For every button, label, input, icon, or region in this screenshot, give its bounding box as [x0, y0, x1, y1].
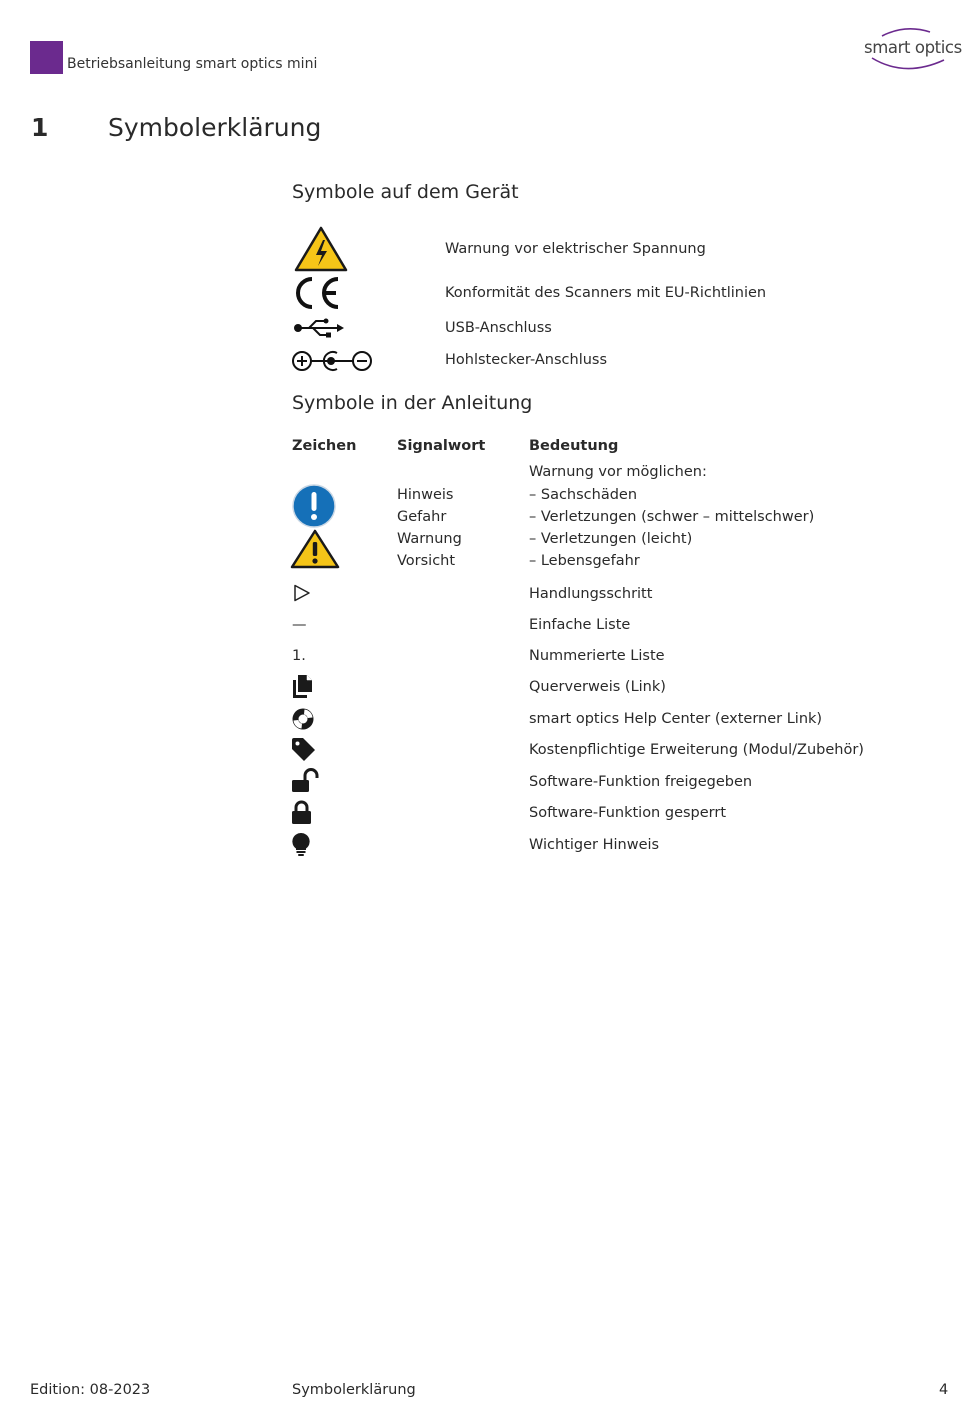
- play-triangle-icon: [293, 584, 311, 606]
- warning-intro: Warnung vor möglichen:: [529, 464, 707, 480]
- meaning-text: Software-Funktion gesperrt: [529, 805, 727, 821]
- usb-icon: [293, 318, 345, 342]
- mandatory-notice-icon: [292, 484, 338, 532]
- signal-word: Vorsicht: [397, 553, 456, 569]
- document-title: Betriebsanleitung smart optics mini: [67, 56, 318, 72]
- section-title-manual-symbols: Symbole in der Anleitung: [292, 392, 533, 414]
- unlock-icon: [292, 769, 320, 797]
- meaning-text: smart optics Help Center (externer Link): [529, 711, 823, 727]
- chapter-number: 1: [31, 113, 49, 142]
- column-header-meaning: Bedeutung: [529, 438, 619, 454]
- warning-meaning: – Verletzungen (schwer – mittelschwer): [529, 509, 815, 525]
- section-title-device-symbols: Symbole auf dem Gerät: [292, 181, 519, 203]
- dc-polarity-icon: [291, 350, 373, 376]
- column-header-signal-word: Signalwort: [397, 438, 486, 454]
- signal-word: Hinweis: [397, 487, 454, 503]
- device-symbol-label: Hohlstecker-Anschluss: [445, 352, 608, 368]
- meaning-text: Querverweis (Link): [529, 679, 666, 695]
- dash-icon: —: [292, 617, 307, 633]
- device-symbol-label: USB-Anschluss: [445, 320, 552, 336]
- signal-word: Gefahr: [397, 509, 447, 525]
- meaning-text: Nummerierte Liste: [529, 648, 665, 664]
- meaning-text: Kostenpflichtige Erweiterung (Modul/Zubehör): [529, 742, 864, 758]
- lifebuoy-icon: [292, 708, 314, 734]
- warning-meaning: – Verletzungen (leicht): [529, 531, 693, 547]
- copy-documents-icon: [292, 675, 314, 703]
- smart-optics-logo: [860, 26, 962, 72]
- lightbulb-icon: [292, 833, 310, 861]
- warning-meaning: – Lebensgefahr: [529, 553, 640, 569]
- column-header-sign: Zeichen: [292, 438, 357, 454]
- lock-icon: [292, 801, 312, 829]
- footer-section: Symbolerklärung: [292, 1382, 416, 1398]
- warning-triangle-icon: [291, 529, 341, 573]
- chapter-title: Symbolerklärung: [108, 113, 322, 142]
- device-symbol-label: Konformität des Scanners mit EU-Richtlinien: [445, 285, 767, 301]
- tag-icon: [292, 738, 316, 766]
- signal-word: Warnung: [397, 531, 462, 547]
- number-icon: 1.: [292, 648, 306, 664]
- logo-text: smart optics: [864, 38, 962, 57]
- ce-mark-icon: [292, 276, 342, 314]
- brand-square: [30, 41, 63, 74]
- footer-edition: Edition: 08-2023: [30, 1382, 151, 1398]
- device-symbol-label: Warnung vor elektrischer Spannung: [445, 241, 706, 257]
- meaning-text: Einfache Liste: [529, 617, 631, 633]
- warning-meaning: – Sachschäden: [529, 487, 638, 503]
- meaning-text: Software-Funktion freigegeben: [529, 774, 753, 790]
- meaning-text: Wichtiger Hinweis: [529, 837, 660, 853]
- footer-page-number: 4: [939, 1382, 949, 1398]
- high-voltage-warning-icon: [294, 226, 348, 276]
- meaning-text: Handlungsschritt: [529, 586, 653, 602]
